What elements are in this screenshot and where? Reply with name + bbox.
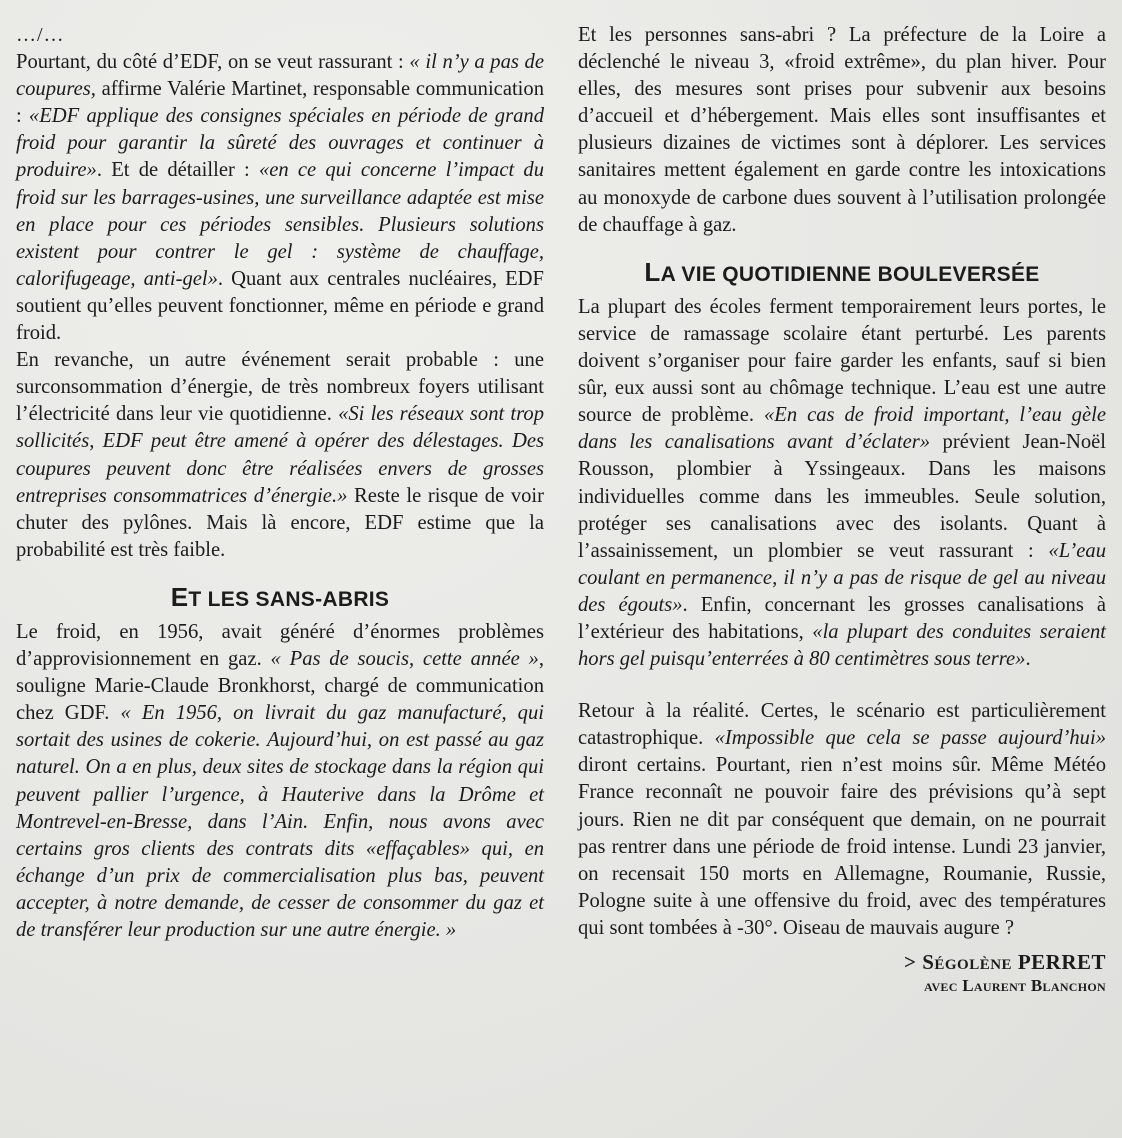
body-text: diront certains. Pourtant, rien n’est moins sûr. Même Météo France reconnaît ne pouvoir faire des prévisions qu’à sept jours. Rien ne dit par conséquent que demain, on ne pourrait pas rentrer dans une période de froid intense. Lundi 23 janvier, on recensait 150 morts en Allemagne, Roumanie, Russie, Pologne suite à une offensive du froid, avec des températures qui sont tombées à -30°. Oiseau de mauvais augure ? [578, 754, 1106, 939]
body-text: . [1025, 648, 1031, 671]
paragraph-delestage [16, 347, 544, 564]
quote-text: « En 1956, on livrait du gaz manufacturé, qui sortait des usines de cokerie. Aujourd’hui, on est passé au gaz naturel. On a en plus, deux sites de stockage dans la région qui peuvent pallier l’urgence, à Hauterive dans la Drôme et Montrevel-en-Bresse, dans l’Ain. Enfin, nous avons avec certains gros clients des contrats dits «effaçables» qui, en échange d’un prix de commercialisation plus bas, peuvent accepter, à notre demande, de cesser de consommer du gaz et de transférer leur production sur une autre énergie. » [16, 702, 545, 941]
body-text: . Enfin, concernant les grosses canalisations à l’extérieur des habitations, [578, 593, 1106, 643]
quote-text: «En cas de froid important, l’eau gèle dans les canalisations avant d’éclater» [578, 404, 1106, 454]
quote-text: «Impossible que cela se passe aujourd’hui» [714, 727, 1106, 750]
body-text: Et les personnes sans-abri ? La préfecture de la Loire a déclenché le niveau 3, «froid extrême», du plan hiver. Pour elles, des mesures sont prises pour subvenir aux besoins d’accueil et d’hébergement. Mais elles sont insuffisantes et plusieurs dizaines de victimes sont à déplorer. Les services sanitaires mettent également en garde contre les intoxications au monoxyde de carbone dues souvent à l’utilisation prolongée de chauffage à gaz. [578, 24, 1106, 236]
subheading-sans-abris [16, 581, 544, 613]
paragraph-gdf [16, 619, 544, 944]
body-text: Retour à la réalité. Certes, le scénario est particulièrement catastrophique. [578, 700, 1106, 750]
body-text: Pourtant, du côté d’EDF, on se veut rassurant : [16, 51, 410, 74]
continuation-mark: …/… [16, 24, 65, 46]
quote-text: « il n’y a pas de coupures, [16, 51, 544, 101]
subheading-initial: E [170, 581, 189, 612]
body-text: . Quant aux centrales nucléaires, EDF soutient qu’elles peuvent fonctionner, même en période e grand froid. [16, 267, 545, 345]
body-text: , souligne Marie-Claude Bronkhorst, chargé de communication chez GDF. [16, 648, 544, 725]
paragraph-edf [16, 49, 544, 347]
quote-text: «en ce qui concerne l’impact du froid sur les barrages-usines, une surveillance adaptée est mise en place pour ces périodes sensibles. Plusieurs solutions existent pour contrer le gel : système de chauffage, calorifugeage, anti-gel» [16, 159, 544, 290]
body-text: Reste le risque de voir chuter des pylônes. Mais là encore, EDF estime que la probabilité est très faible. [16, 484, 545, 561]
body-text: affirme Valérie Martinet, responsable communication : [16, 78, 544, 128]
paragraph-ecoles [578, 294, 1106, 673]
subheading-initial: L [644, 256, 661, 287]
quote-text: «L’eau coulant en permanence, il n’y a pas de risque de gel au niveau des égouts» [578, 539, 1106, 616]
body-text: . Et de détailler : [96, 159, 259, 182]
body-text: prévient Jean-Noël Rousson, plombier à Yssingeaux. Dans les maisons individuelles comme dans les immeubles. Seule solution, protéger ses canalisations avec des isolants. Quant à l’assainissement, un plombier se veut rassurant : [578, 431, 1106, 562]
right-column [578, 22, 1106, 1128]
article-columns [16, 22, 1106, 1128]
left-column [16, 22, 544, 1128]
subheading-vie-quotidienne [578, 256, 1106, 288]
subheading-text: T LES SANS-ABRIS [188, 587, 390, 611]
byline-coauthor: avec Laurent Blanchon [924, 976, 1106, 995]
paragraph-sans-abri [578, 22, 1106, 239]
body-text: La plupart des écoles ferment temporairement leurs portes, le service de ramassage scolaire étant perturbé. Les parents doivent s’organiser pour faire garder les enfants, sauf si bien sûr, eux aussi sont au chômage technique. L’eau est une autre source de problème. [578, 295, 1106, 427]
quote-text: «la plupart des conduites seraient hors gel puisqu’enterrées à 80 centimètres sous terre» [578, 620, 1106, 671]
paragraph-realite [578, 698, 1106, 942]
body-text: En revanche, un autre événement serait probable : une surconsommation d’énergie, de très nombreux foyers utilisant l’électricité dans leur vie quotidienne. [16, 349, 544, 426]
byline-author: > Ségolène PERRET [903, 950, 1106, 974]
paragraph-spacer [578, 673, 1106, 698]
quote-text: « Pas de soucis, cette année » [270, 648, 539, 671]
byline [578, 950, 1106, 998]
quote-text: «EDF applique des consignes spéciales en période de grand froid pour garantir la sûreté des ouvrages et continuer à produire» [16, 105, 544, 182]
body-text: Le froid, en 1956, avait généré d’énormes problèmes d’approvisionnement en gaz. [16, 620, 544, 671]
quote-text: «Si les réseaux sont trop sollicités, EDF peut être amené à opérer des délestages. Des coupures peuvent donc être réalisées envers de grosses entreprises consommatrices d’énergie.» [16, 403, 544, 507]
subheading-text: A VIE QUOTIDIENNE BOULEVERSÉE [660, 262, 1040, 286]
